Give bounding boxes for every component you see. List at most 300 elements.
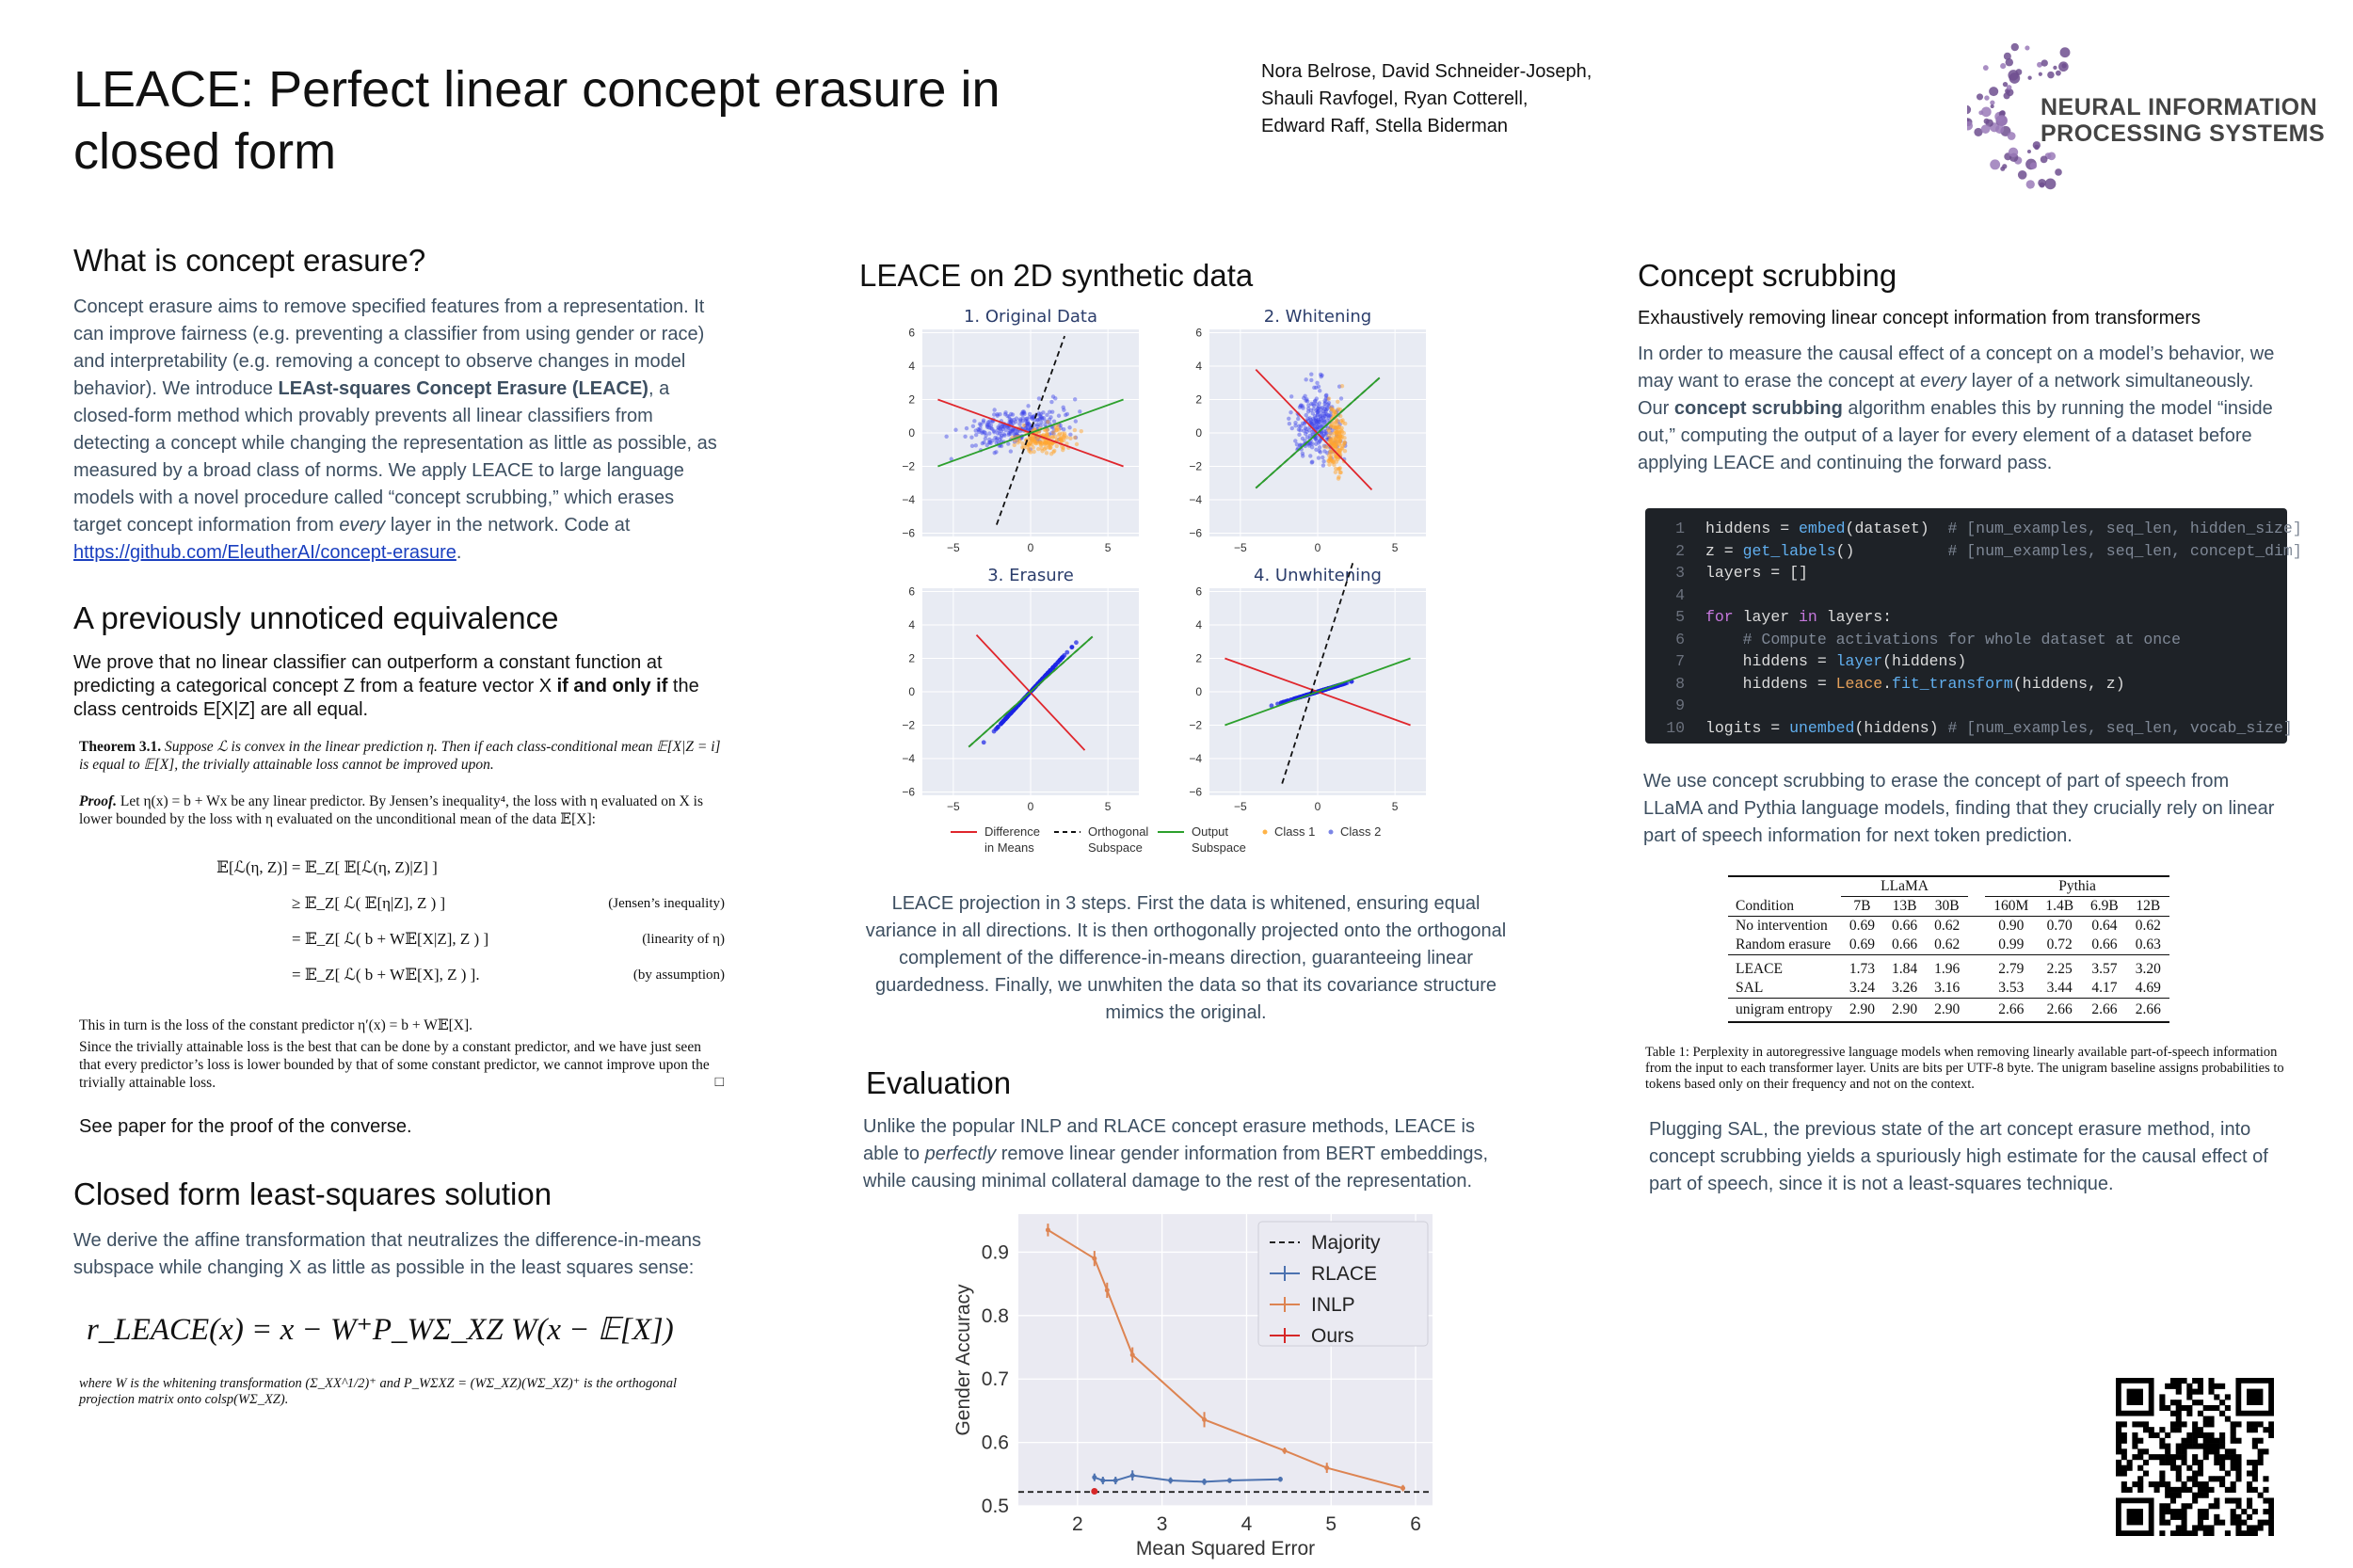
class-1-point [1329, 406, 1333, 409]
x-tick-label: 2 [1072, 1513, 1083, 1535]
class-1-point [1029, 436, 1032, 440]
qr-module [2121, 1454, 2127, 1460]
scrubbing-subheading: Exhaustively removing linear concept information from transformers [1638, 308, 2201, 328]
qr-module [2235, 1438, 2241, 1444]
logo-dot [1990, 159, 2000, 169]
scrub-text-2: layer of a network simultaneously. Our [1638, 371, 2254, 419]
qr-module [2268, 1432, 2274, 1438]
class-2-point [1040, 416, 1044, 420]
class-1-point [1022, 424, 1026, 427]
qr-module [2225, 1394, 2231, 1400]
class-2-point [1315, 439, 1319, 442]
qr-module [2186, 1465, 2192, 1471]
class-2-point [1301, 452, 1305, 456]
class-1-point [1051, 430, 1055, 434]
data-point-inlp [1092, 1256, 1096, 1261]
qr-module [2247, 1487, 2252, 1493]
qr-module [2186, 1438, 2192, 1444]
qr-module [2159, 1427, 2165, 1432]
logo-dot [2061, 63, 2066, 68]
qr-module [2214, 1497, 2219, 1503]
line-number: 4 [1675, 585, 1685, 604]
qr-module [2203, 1481, 2209, 1487]
qr-module [2170, 1411, 2176, 1416]
class-2-point [1009, 449, 1013, 453]
data-point-inlp [1130, 1352, 1135, 1357]
qr-module [2203, 1509, 2209, 1514]
qr-module [2198, 1427, 2203, 1432]
qr-module [2192, 1400, 2198, 1405]
qr-module [2268, 1421, 2274, 1427]
qr-module [2252, 1421, 2258, 1427]
qr-module [2170, 1460, 2176, 1465]
qr-module [2170, 1400, 2176, 1405]
logo-dot [2018, 170, 2027, 180]
qr-module [2127, 1460, 2133, 1465]
logo-dot [1967, 105, 1971, 114]
table-cell: 0.69 [1849, 936, 1876, 952]
heading-equivalence: A previously unnoticed equivalence [73, 600, 559, 635]
class-1-point [1043, 447, 1047, 451]
qr-module [2116, 1427, 2121, 1432]
qr-module [2116, 1460, 2121, 1465]
table-cell: 0.66 [1892, 918, 1918, 934]
eq-text-1: We prove that no linear classifier can outperform a constant function at predicting a categorical concept Z from a feature vector X [73, 652, 663, 696]
scrubbing-final-text: Plugging SAL, the previous state of the art concept erasure method, into concept scrubbing yields a spuriously high estimate for the causal effect of part of speech, since it is not a least-squares technique. [1649, 1119, 2268, 1194]
class-2-point [1004, 715, 1009, 720]
qr-module [2231, 1487, 2236, 1493]
qr-module [2203, 1421, 2209, 1427]
class-2-point [1078, 409, 1081, 413]
legend-label: Class 2 [1340, 824, 1382, 839]
qr-module [2170, 1465, 2176, 1471]
scrub-text-3: algorithm enables this by running the model “inside out,” computing the output of a layer for every element of a dataset before applying LEACE and continuing the forward pass. [1638, 398, 2273, 473]
legend-label: Orthogonal [1088, 824, 1149, 839]
qr-module [2219, 1520, 2225, 1526]
class-2-point [1290, 426, 1294, 430]
neurips-logo-text [2041, 94, 2325, 147]
class-1-point [1073, 428, 1077, 432]
qr-module [2198, 1384, 2203, 1389]
table-cell: 0.63 [2135, 936, 2161, 952]
proof-label: Proof. [79, 793, 118, 809]
table-cell: 3.24 [1849, 980, 1876, 996]
class-1-point [1342, 440, 1346, 444]
class-2-point [1318, 445, 1321, 449]
table-cell: 0.72 [2046, 936, 2073, 952]
qr-module [2203, 1525, 2209, 1530]
y-tick-label: 0 [1195, 426, 1202, 440]
qr-module [2198, 1509, 2203, 1514]
qr-module [2176, 1384, 2182, 1389]
qr-module [2127, 1487, 2133, 1493]
logo-dot [2047, 152, 2056, 161]
logo-dot [2040, 183, 2045, 188]
qr-module [2170, 1421, 2176, 1427]
ce-bold: LEAst-squares Concept Erasure (LEACE) [278, 378, 648, 399]
qr-module [2225, 1487, 2231, 1493]
x-tick-label: 5 [1391, 541, 1399, 554]
qr-module [2182, 1438, 2187, 1444]
qr-module [2231, 1438, 2236, 1444]
evaluation-chart [941, 1203, 1468, 1560]
qr-module [2198, 1389, 2203, 1395]
y-tick-label: −6 [1189, 526, 1202, 540]
synthetic-caption: LEACE projection in 3 steps. First the data is whitened, ensuring equal variance in all directions. It is then orthogonally projected onto the orthogonal complement of the difference-in-means direction, guaranteeing linear guardedness. Finally, we unwhiten the data so that its covariance structure mimics the original. [865, 893, 1507, 1023]
qr-module [2192, 1530, 2198, 1536]
logo-dot [1981, 106, 1992, 117]
qr-module [2154, 1454, 2160, 1460]
line-number: 8 [1675, 674, 1685, 693]
x-tick-label: 0 [1314, 800, 1321, 813]
class-2-point [1064, 413, 1067, 417]
y-tick-label: 6 [1195, 584, 1202, 599]
class-2-point [1038, 412, 1042, 416]
class-1-point [1051, 450, 1055, 454]
qr-module [2186, 1389, 2192, 1395]
class-2-point [1037, 396, 1041, 400]
class-2-point [979, 423, 983, 426]
qr-module [2225, 1416, 2231, 1422]
qr-module [2219, 1384, 2225, 1389]
code-link[interactable]: https://github.com/EleutherAI/concept-erasure [73, 542, 456, 563]
class-2-point [993, 451, 997, 455]
logo-dot [1983, 65, 1989, 71]
equivalence-text [73, 651, 723, 722]
legend-label: Majority [1311, 1232, 1381, 1254]
qr-module [2159, 1481, 2165, 1487]
x-tick-label: 3 [1156, 1513, 1168, 1535]
qr-module [2247, 1470, 2252, 1476]
qr-module [2149, 1481, 2154, 1487]
qr-module [2182, 1460, 2187, 1465]
theorem-block [79, 738, 724, 828]
qr-module [2231, 1497, 2236, 1503]
code-text: hiddens = embed(dataset) [1705, 520, 1929, 537]
code-line [1657, 673, 2287, 696]
qr-module [2154, 1487, 2160, 1493]
class-2-point [1315, 381, 1319, 385]
qr-module [2176, 1525, 2182, 1530]
qr-module [2225, 1454, 2231, 1460]
qr-module [2182, 1520, 2187, 1526]
qr-module [2143, 1421, 2149, 1427]
qr-module [2247, 1530, 2252, 1536]
qr-module [2186, 1530, 2192, 1536]
qr-module [2258, 1520, 2264, 1526]
qr-module [2219, 1444, 2225, 1449]
x-axis-label: Mean Squared Error [1135, 1538, 1316, 1560]
qr-module [2186, 1503, 2192, 1509]
data-point-inlp [1105, 1288, 1110, 1292]
qr-module [2170, 1384, 2176, 1389]
logo-dot [2053, 66, 2057, 70]
class-2-point [1305, 435, 1309, 439]
qr-module [2121, 1448, 2127, 1454]
qr-module [2214, 1405, 2219, 1411]
qr-module [2235, 1460, 2241, 1465]
qr-module [2159, 1476, 2165, 1481]
class-1-point [1044, 440, 1048, 444]
y-tick-label: −2 [902, 459, 915, 473]
y-tick-label: 4 [1195, 360, 1202, 374]
authors [1261, 58, 1592, 140]
qr-module [2247, 1481, 2252, 1487]
legend-label: Subspace [1192, 840, 1246, 855]
code-text [1705, 631, 1743, 648]
qr-module [2208, 1432, 2214, 1438]
qr-module [2214, 1448, 2219, 1454]
qr-module [2176, 1405, 2182, 1411]
qr-module [2154, 1481, 2160, 1487]
qr-module [2252, 1465, 2258, 1471]
qr-module [2247, 1427, 2252, 1432]
qr-module [2176, 1530, 2182, 1536]
qr-module [2182, 1378, 2187, 1384]
line-number: 6 [1675, 630, 1685, 648]
qr-module [2231, 1460, 2236, 1465]
qr-module [2263, 1427, 2268, 1432]
table-cell: 0.99 [1998, 936, 2025, 952]
qr-module [2176, 1411, 2182, 1416]
col-header: 12B [2136, 898, 2161, 914]
qr-module [2252, 1509, 2258, 1514]
qr-module [2208, 1444, 2214, 1449]
row-label: SAL [1736, 980, 1764, 996]
data-point-rlace [1227, 1479, 1232, 1483]
leace-formula: r_LEACE(x) = x − W⁺P_WΣ_XZ W(x − 𝔼[X]) [87, 1313, 674, 1347]
code-line [1657, 518, 2302, 540]
qr-module [2170, 1487, 2176, 1493]
logo-dot [1991, 104, 1994, 108]
y-tick-label: 0.8 [981, 1304, 1009, 1327]
y-tick-label: 0 [1195, 685, 1202, 698]
qr-module [2165, 1509, 2170, 1514]
qr-module [2132, 1432, 2137, 1438]
col-header: 30B [1934, 898, 1960, 914]
table-cell: 2.66 [2046, 1001, 2073, 1017]
class-2-point [1318, 401, 1321, 405]
qr-module [2203, 1487, 2209, 1493]
class-2-point [974, 433, 978, 437]
qr-module [2159, 1438, 2165, 1444]
line-number: 7 [1675, 652, 1685, 670]
class-2-point [1026, 404, 1030, 408]
qr-module [2263, 1520, 2268, 1526]
data-point-rlace [1168, 1479, 1173, 1483]
data-point-inlp [1202, 1417, 1207, 1422]
qr-module [2192, 1378, 2198, 1384]
class-1-point [1337, 449, 1341, 453]
table-cell: 2.66 [2091, 1001, 2118, 1017]
class-2-point [1315, 420, 1319, 424]
qr-module [2198, 1481, 2203, 1487]
synthetic-panel-2 [1189, 307, 1426, 554]
legend-swatch [1263, 830, 1268, 835]
code-line [1657, 695, 2287, 717]
qr-module [2219, 1400, 2225, 1405]
group-header-pythia: Pythia [1985, 876, 2169, 897]
qr-module [2176, 1465, 2182, 1471]
qr-module [2192, 1525, 2198, 1530]
class-1-point [1080, 429, 1083, 433]
qr-module [2208, 1448, 2214, 1454]
class-2-point [1312, 404, 1316, 408]
line-number: 10 [1666, 718, 1685, 737]
legend-item [1329, 824, 1382, 839]
class-1-point [1334, 471, 1337, 474]
panel-title: 1. Original Data [963, 307, 1098, 327]
qr-module [2137, 1465, 2143, 1471]
qr-module [2235, 1470, 2241, 1476]
legend-label: Ours [1311, 1325, 1354, 1347]
qr-module [2176, 1514, 2182, 1520]
proof-conclusion [79, 1016, 724, 1091]
qr-module [2143, 1448, 2149, 1454]
legend-swatch [1329, 830, 1334, 835]
qr-module [2121, 1432, 2127, 1438]
qr-module [2252, 1525, 2258, 1530]
class-2-point [969, 436, 973, 440]
qr-module [2268, 1509, 2274, 1514]
qr-module [2258, 1438, 2264, 1444]
qr-module [2203, 1438, 2209, 1444]
class-1-point [1073, 436, 1077, 440]
table-cell: 2.79 [1998, 961, 2025, 977]
class-2-point [999, 425, 1002, 429]
row-label: unigram entropy [1736, 1001, 1833, 1017]
heading-scrubbing: Concept scrubbing [1638, 258, 1897, 293]
qr-module [2165, 1432, 2170, 1438]
table-cell: 3.20 [2135, 961, 2161, 977]
qr-module [2192, 1427, 2198, 1432]
class-2-point [1296, 417, 1300, 421]
class-1-point [1055, 426, 1059, 430]
results-table-wrap [1728, 875, 2169, 1023]
class-2-point [988, 441, 992, 445]
class-1-point [1335, 459, 1338, 463]
qr-module [2159, 1509, 2165, 1514]
qr-module [2176, 1427, 2182, 1432]
qr-module [2198, 1444, 2203, 1449]
legend-item [951, 824, 1040, 855]
x-tick-label: 0 [1314, 541, 1321, 554]
class-2-point [1297, 433, 1301, 437]
table-cell: 0.66 [2091, 936, 2118, 952]
qr-module [2176, 1416, 2182, 1422]
qr-module [2214, 1503, 2219, 1509]
eq-note-3: (linearity of η) [642, 932, 725, 947]
y-tick-label: 2 [908, 651, 915, 665]
qr-module [2219, 1432, 2225, 1438]
x-tick-label: 5 [1325, 1513, 1337, 1535]
qr-module [2170, 1530, 2176, 1536]
qr-module [2231, 1448, 2236, 1454]
qr-module [2203, 1432, 2209, 1438]
qr-module [2143, 1427, 2149, 1432]
table-row [1728, 955, 2169, 980]
qr-module [2137, 1487, 2143, 1493]
qr-module [2176, 1476, 2182, 1481]
class-1-point [1032, 450, 1035, 454]
qr-module [2176, 1493, 2182, 1498]
qr-module [2159, 1405, 2165, 1411]
scrubbing-results-text: We use concept scrubbing to erase the concept of part of speech from LLaMA and Pythia language models, finding that they crucially rely on linear part of speech information for next token prediction. [1643, 771, 2275, 846]
class-2-point [992, 412, 996, 416]
qr-module [2235, 1525, 2241, 1530]
qr-module [2182, 1421, 2187, 1427]
synthetic-figure [866, 301, 1478, 875]
qr-module [2176, 1448, 2182, 1454]
class-2-point [982, 430, 985, 434]
class-2-point [1308, 454, 1312, 457]
y-tick-label: −2 [902, 718, 915, 732]
code-line [1657, 584, 2287, 607]
legend-label: RLACE [1311, 1263, 1378, 1285]
class-1-point [1016, 440, 1019, 444]
class-2-point [1312, 386, 1316, 390]
x-tick-label: 5 [1104, 541, 1112, 554]
col-header: 13B [1892, 898, 1917, 914]
code-line [1657, 717, 2293, 740]
class-1-point [1038, 440, 1042, 443]
class-1-point [1047, 445, 1050, 449]
code-comment: # [num_examples, seq_len, vocab_size] [1938, 718, 2293, 737]
logo-dot [2041, 59, 2048, 66]
class-1-point [1335, 419, 1338, 423]
logo-line-2: PROCESSING SYSTEMS [2041, 120, 2326, 147]
qr-module [2159, 1520, 2165, 1526]
qr-module [2258, 1493, 2264, 1498]
logo-dot [1995, 125, 2004, 134]
class-1-point [1032, 440, 1036, 443]
qr-module [2170, 1497, 2176, 1503]
qr-module [2247, 1421, 2252, 1427]
y-tick-label: 6 [908, 326, 915, 340]
class-2-point [1026, 426, 1030, 430]
qr-module [2198, 1487, 2203, 1493]
class-2-point [985, 423, 989, 426]
class-1-point [1337, 467, 1341, 471]
qr-module [2231, 1509, 2236, 1514]
class-2-point [982, 418, 985, 422]
qr-module [2182, 1514, 2187, 1520]
class-2-point [1073, 397, 1077, 401]
logo-dot [1989, 87, 1998, 96]
class-2-point [1289, 410, 1292, 414]
data-point-rlace [1100, 1479, 1105, 1483]
line-number: 1 [1675, 520, 1685, 537]
code-line [1657, 650, 2287, 673]
qr-module [2116, 1470, 2121, 1476]
heading-concept-erasure: What is concept erasure? [73, 243, 426, 278]
logo-dot [2004, 53, 2011, 60]
qr-module [2203, 1514, 2209, 1520]
qr-module [2176, 1421, 2182, 1427]
table-row [1728, 999, 2169, 1023]
qr-module [2203, 1448, 2209, 1454]
class-2-point [1061, 654, 1065, 659]
ce-text-3: layer in the network. Code at [385, 515, 631, 536]
logo-dot [2047, 72, 2055, 79]
ce-text-2: , a closed-form method which provably prevents all linear classifiers from detecting a concept while changing the representation as little as possible, as measured by a broad class of norms. We apply LEACE to large language models with a novel procedure called “concept scrubbing,” which erases target concept information from [73, 378, 717, 536]
qr-code[interactable] [2116, 1378, 2274, 1536]
qr-module [2159, 1460, 2165, 1465]
proof-text: Let η(x) = b + Wx be any linear predictor. By Jensen’s inequality⁴, the loss with η evaluated on X is lower bounded by the loss with η evaluated on the unconditional mean of the data 𝔼[X]: [79, 793, 703, 827]
qr-module [2252, 1476, 2258, 1481]
qr-module [2165, 1448, 2170, 1454]
table-cell: 1.84 [1892, 961, 1918, 977]
